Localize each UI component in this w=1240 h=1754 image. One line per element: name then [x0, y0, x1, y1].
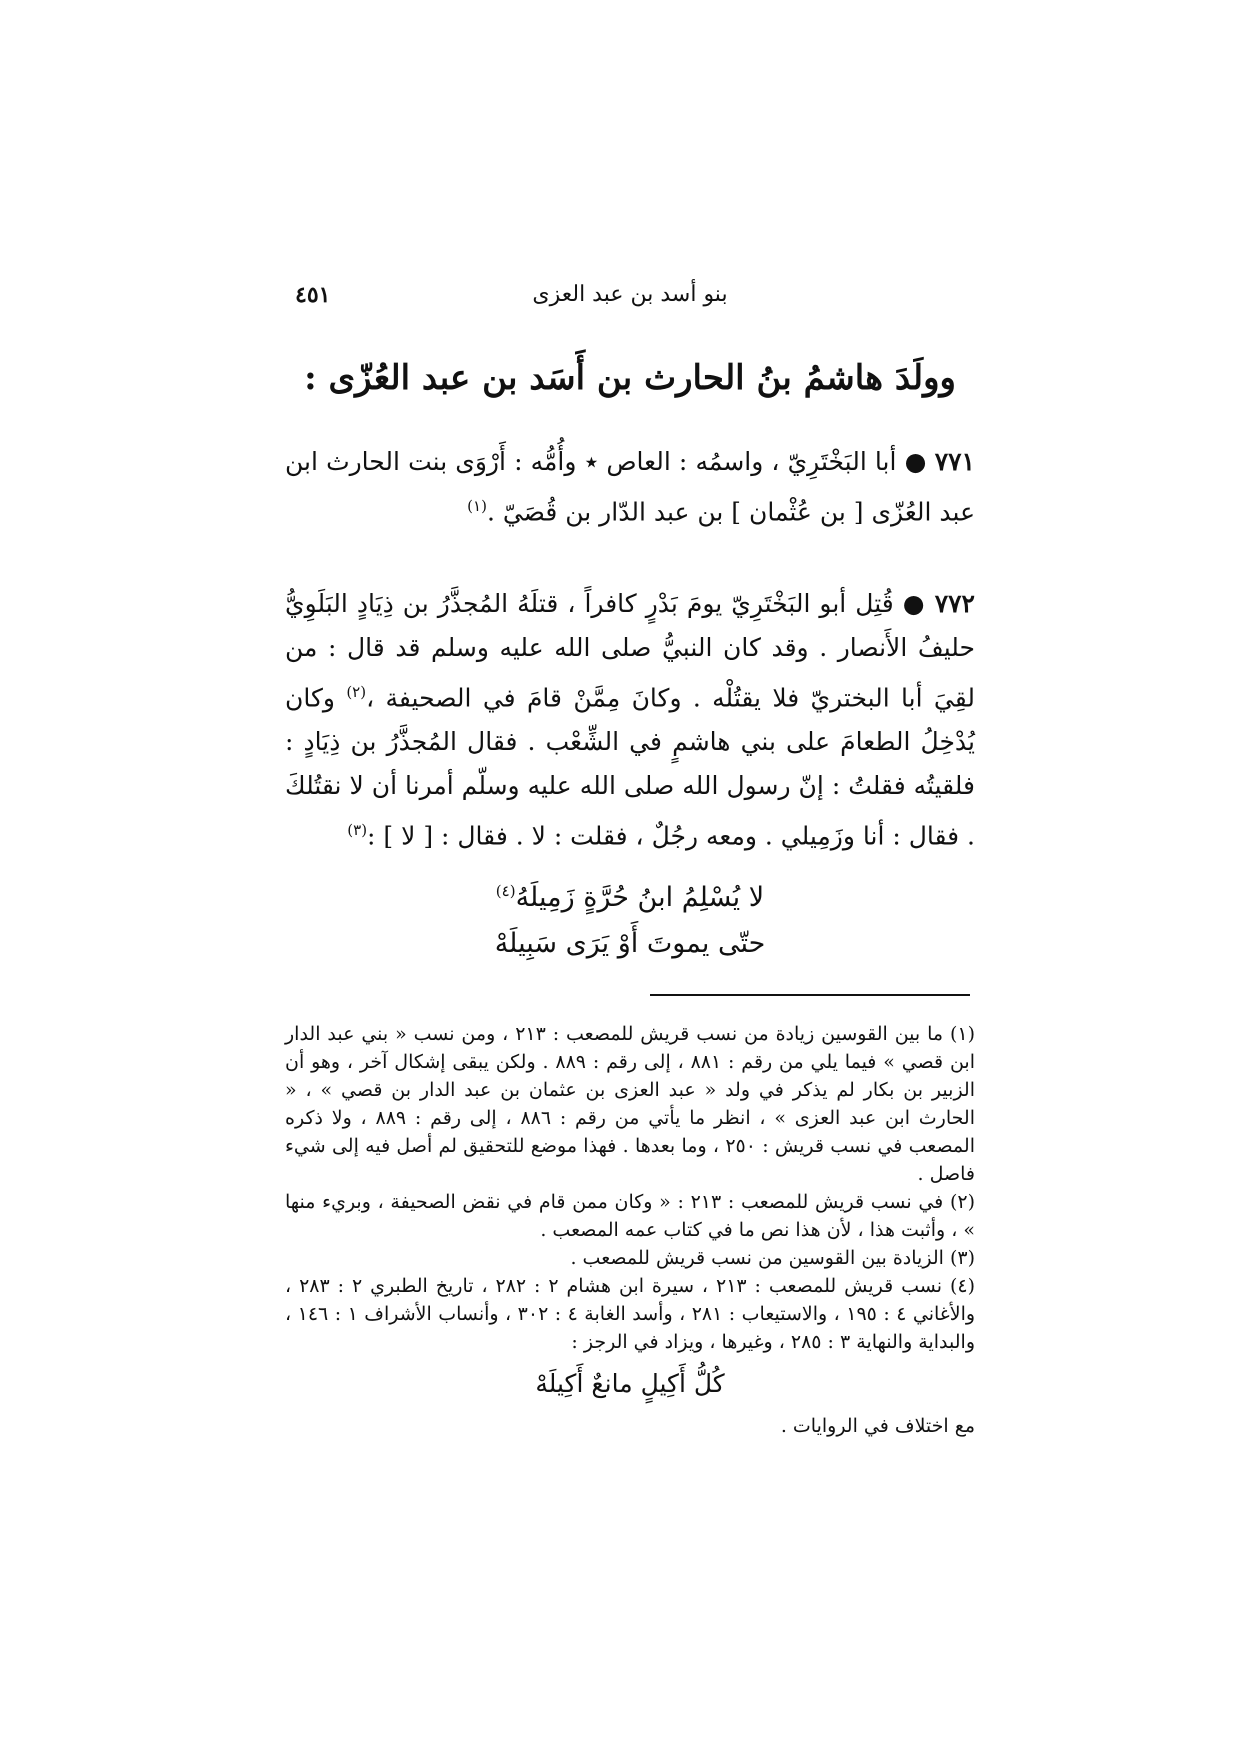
entry-marker: ● — [904, 447, 927, 476]
running-head-title: بنو أسد بن عبد العزى — [532, 282, 728, 307]
entry-772 — [285, 582, 975, 859]
footnote-ref-3: (٣) — [347, 821, 368, 840]
entry-text-part1: قُتِل أبو البَخْتَرِيّ يومَ بَدْرٍ كافراً ، قتلَهُ المُجذَّرُ بن ذِيَادٍ البَلَوِيُّ حليفُ الأَنصار . وقد كان النبيُّ صلى الله عليه وسلم قد قال : من لقِيَ أبا البختريّ فلا يقتُلْه . وكانَ مِمَّنْ قامَ في الصحيفة ، — [285, 589, 975, 713]
running-head — [285, 282, 975, 322]
footnotes — [285, 1020, 975, 1440]
entry-marker: ● — [902, 589, 926, 618]
entry-number: ٧٧١ — [934, 447, 975, 476]
entry-text: أبا البَخْتَرِيّ ، واسمُه : العاص ٭ وأُمُّه : أَرْوَى بنت الحارث ابن عبد العُزّى [ بن عُثْمان ] بن عبد الدّار بن قُصَيّ . — [285, 447, 975, 527]
footnote-2: (٢) في نسب قريش للمصعب : ٢١٣ : « وكان ممن قام في نقض الصحيفة ، وبريء منها » ، وأثبت هذا ، لأن هذا نص ما في كتاب عمه المصعب . — [285, 1191, 975, 1241]
verse-line-1 — [285, 868, 975, 921]
footnote-1: (١) ما بين القوسين زيادة من نسب قريش للمصعب : ٢١٣ ، ومن نسب « بني عبد الدار ابن قصي » فيما يلي من رقم : ٨٨١ ، إلى رقم : ٨٨٩ . ولكن يبقى إشكال آخر ، وهو أن الزبير بن بكار لم يذكر في ولد « عبد العزى بن عثمان بن عبد الدار بن قصي » ، « الحارث ابن عبد العزى » ، انظر ما يأتي من رقم : ٨٨٦ ، إلى رقم : ٨٨٩ ، ولا ذكره المصعب في نسب قريش : ٢٥٠ ، وما بعدها . فهذا موضع للتحقيق لم أصل فيه إلى شيء فاصل . — [285, 1023, 975, 1185]
verse-block — [285, 868, 975, 967]
footnote-ref-1: (١) — [467, 497, 487, 515]
footnote-3: (٣) الزيادة بين القوسين من نسب قريش للمصعب . — [570, 1247, 975, 1269]
footnote-divider — [650, 994, 970, 996]
section-heading: وولَدَ هاشمُ بنُ الحارث بن أَسَد بن عبد العُزّى : — [304, 358, 956, 398]
entry-number: ٧٧٢ — [934, 589, 975, 618]
footnote-4-verse: كُلُّ أَكِيلٍ مانعٌ أَكِيلَهْ — [535, 1369, 725, 1398]
entry-text-part2: وكان يُدْخِلُ الطعامَ على بني هاشمٍ في الشِّعْب . فقال المُجذَّرُ بن ذِيَادٍ : فلقيتُه فقلتُ : إنّ رسول الله صلى الله عليه وسلّم أمرنا أن لا نقتُلكَ . فقال : أنا وزَمِيلي . ومعه رجُلٌ ، فقلت : لا . فقال : [ لا ] : — [285, 683, 975, 851]
footnote-ref-2: (٢) — [346, 683, 367, 701]
page-number: ٤٥١ — [295, 282, 331, 308]
footnote-4-tail: مع اختلاف في الروايات . — [780, 1415, 975, 1437]
verse-line-2: حتّى يموتَ أَوْ يَرَى سَبِيلَهْ — [494, 928, 766, 959]
footnote-ref-4: (٤) — [495, 882, 516, 900]
entry-771 — [285, 440, 975, 534]
footnote-4: (٤) نسب قريش للمصعب : ٢١٣ ، سيرة ابن هشام ٢ : ٢٨٢ ، تاريخ الطبري ٢ : ٢٨٣ ، والأغاني ٤ : ١٩٥ ، والاستيعاب : ٢٨١ ، وأسد الغابة ٤ : ٣٠٢ ، وأنساب الأشراف ١ : ١٤٦ ، والبداية والنهاية ٣ : ٢٨٥ ، وغيرها ، ويزاد في الرجز : — [285, 1275, 976, 1353]
verse-line-1-text: لا يُسْلِمُ ابنُ حُرَّةٍ زَمِيلَهُ — [515, 882, 765, 913]
